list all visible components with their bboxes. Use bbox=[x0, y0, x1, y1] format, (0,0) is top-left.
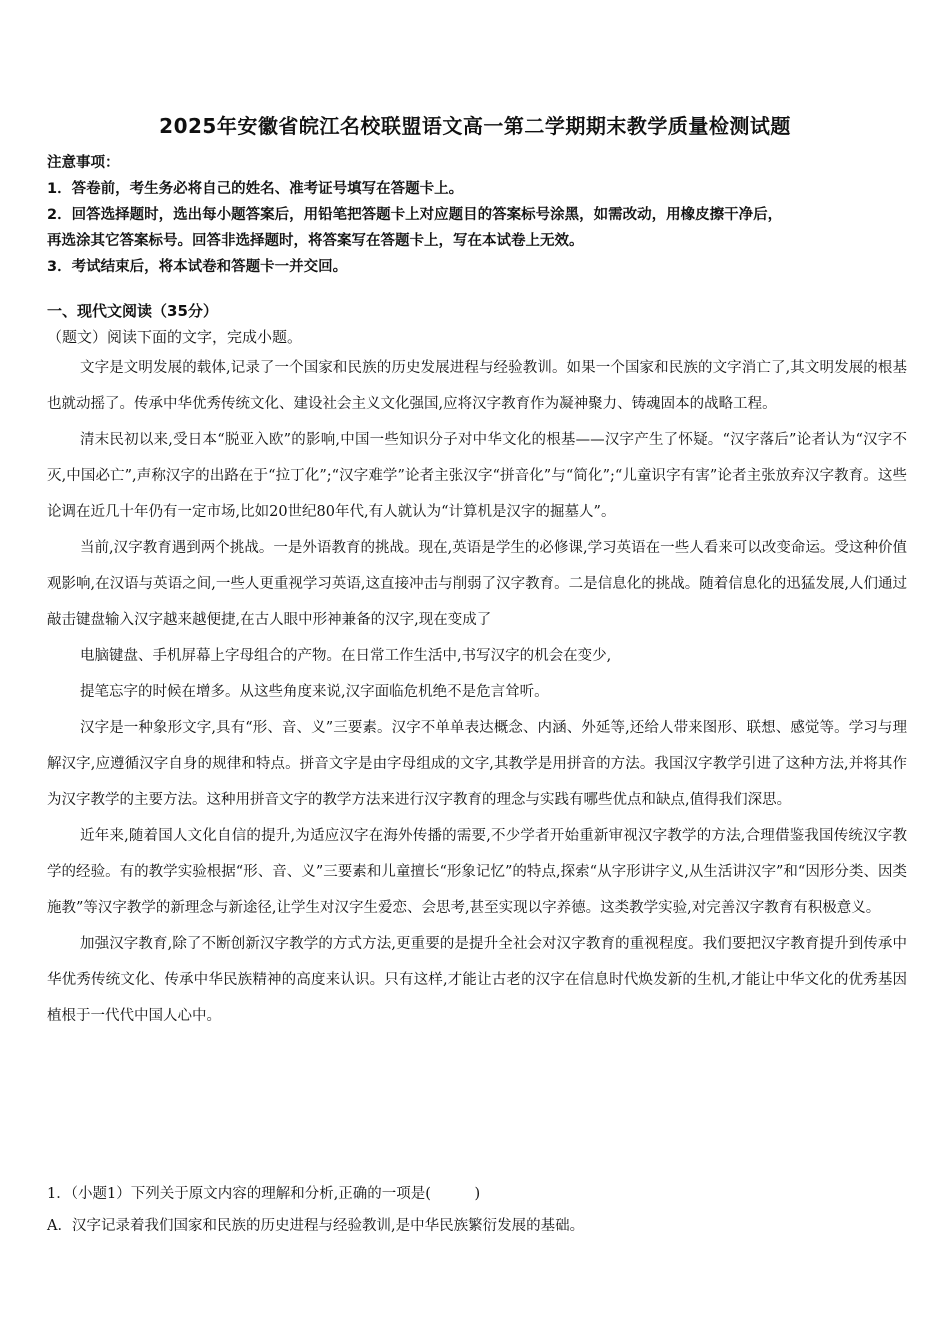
notice-heading: 注意事项： bbox=[47, 155, 120, 171]
notice-item: 2．回答选择题时，选出每小题答案后，用铅笔把答题卡上对应题目的答案标号涂黑，如需改动，用橡皮擦干净后， bbox=[47, 207, 783, 223]
notice-item: 再选涂其它答案标号。回答非选择题时，将答案写在答题卡上，写在本试卷上无效。 bbox=[47, 233, 584, 249]
notice-item: 3．考试结束后，将本试卷和答题卡一并交回。 bbox=[47, 259, 348, 275]
passage-paragraph: 加强汉字教育,除了不断创新汉字教学的方式方法,更重要的是提升全社会对汉字教育的重视程度。我们要把汉字教育提升到传承中华优秀传统文化、传承中华民族精神的高度来认识。只有这样,才能让古老的汉字在信息时代焕发新的生机,才能让中华文化的优秀基因植根于一代代中国人心中。 bbox=[47, 936, 907, 1024]
reading-passage bbox=[47, 350, 907, 1034]
notice-item: 1．答卷前，考生务必将自己的姓名、准考证号填写在答题卡上。 bbox=[47, 181, 464, 197]
section-intro: （题文）阅读下面的文字，完成小题。 bbox=[47, 328, 303, 346]
passage-paragraph: 当前,汉字教育遇到两个挑战。一是外语教育的挑战。现在,英语是学生的必修课,学习英语在一些人看来可以改变命运。受这种价值观影响,在汉语与英语之间,一些人更重视学习英语,这直接冲击与削弱了汉字教育。二是信息化的挑战。随着信息化的迅猛发展,人们通过敲击键盘输入汉字越来越便捷,在古人眼中形神兼备的汉字,现在变成了 bbox=[47, 540, 907, 628]
section-heading: 一、现代文阅读（35分） bbox=[47, 302, 218, 320]
notice-block bbox=[47, 150, 909, 280]
passage-paragraph: 提笔忘字的时候在增多。从这些角度来说,汉字面临危机绝不是危言耸听。 bbox=[80, 684, 549, 700]
answer-option-a: A．汉字记录着我们国家和民族的历史进程与经验教训,是中华民族繁衍发展的基础。 bbox=[47, 1218, 585, 1234]
passage-paragraph: 汉字是一种象形文字,具有“形、音、义”三要素。汉字不单单表达概念、内涵、外延等,还给人带来图形、联想、感觉等。学习与理解汉字,应遵循汉字自身的规律和特点。拼音文字是由字母组成的文字,其教学是用拼音的方法。我国汉字教学引进了这种方法,并将其作为汉字教学的主要方法。这种用拼音文字的教学方法来进行汉字教育的理念与实践有哪些优点和缺点,值得我们深思。 bbox=[47, 720, 907, 808]
passage-paragraph: 电脑键盘、手机屏幕上字母组合的产物。在日常工作生活中,书写汉字的机会在变少, bbox=[80, 648, 612, 664]
passage-paragraph: 文字是文明发展的载体,记录了一个国家和民族的历史发展进程与经验教训。如果一个国家和民族的文字消亡了,其文明发展的根基也就动摇了。传承中华优秀传统文化、建设社会主义文化强国,应将汉字教育作为凝神聚力、铸魂固本的战略工程。 bbox=[47, 360, 907, 412]
page-title: 2025年安徽省皖江名校联盟语文高一第二学期期末教学质量检测试题 bbox=[159, 114, 791, 138]
passage-paragraph: 清末民初以来,受日本“脱亚入欧”的影响,中国一些知识分子对中华文化的根基——汉字产生了怀疑。“汉字落后”论者认为“汉字不灭,中国必亡”,声称汉字的出路在于“拉丁化”;“汉字难学”论者主张汉字“拼音化”与“简化”;“儿童识字有害”论者主张放弃汉字教育。这些论调在近几十年仍有一定市场,比如20世纪80年代,有人就认为“计算机是汉字的掘墓人”。 bbox=[47, 432, 907, 520]
question-stem: 1．（小题1）下列关于原文内容的理解和分析,正确的一项是( ) bbox=[47, 1186, 481, 1202]
question-block bbox=[47, 1178, 909, 1242]
passage-paragraph: 近年来,随着国人文化自信的提升,为适应汉字在海外传播的需要,不少学者开始重新审视汉字教学的方法,合理借鉴我国传统汉字教学的经验。有的教学实验根据“形、音、义”三要素和儿童擅长“形象记忆”的特点,探索“从字形讲字义,从生活讲汉字”和“因形分类、因类施教”等汉字教学的新理念与新途径,让学生对汉字生爱恋、会思考,甚至实现以字养德。这类教学实验,对完善汉字教育有积极意义。 bbox=[47, 828, 907, 916]
